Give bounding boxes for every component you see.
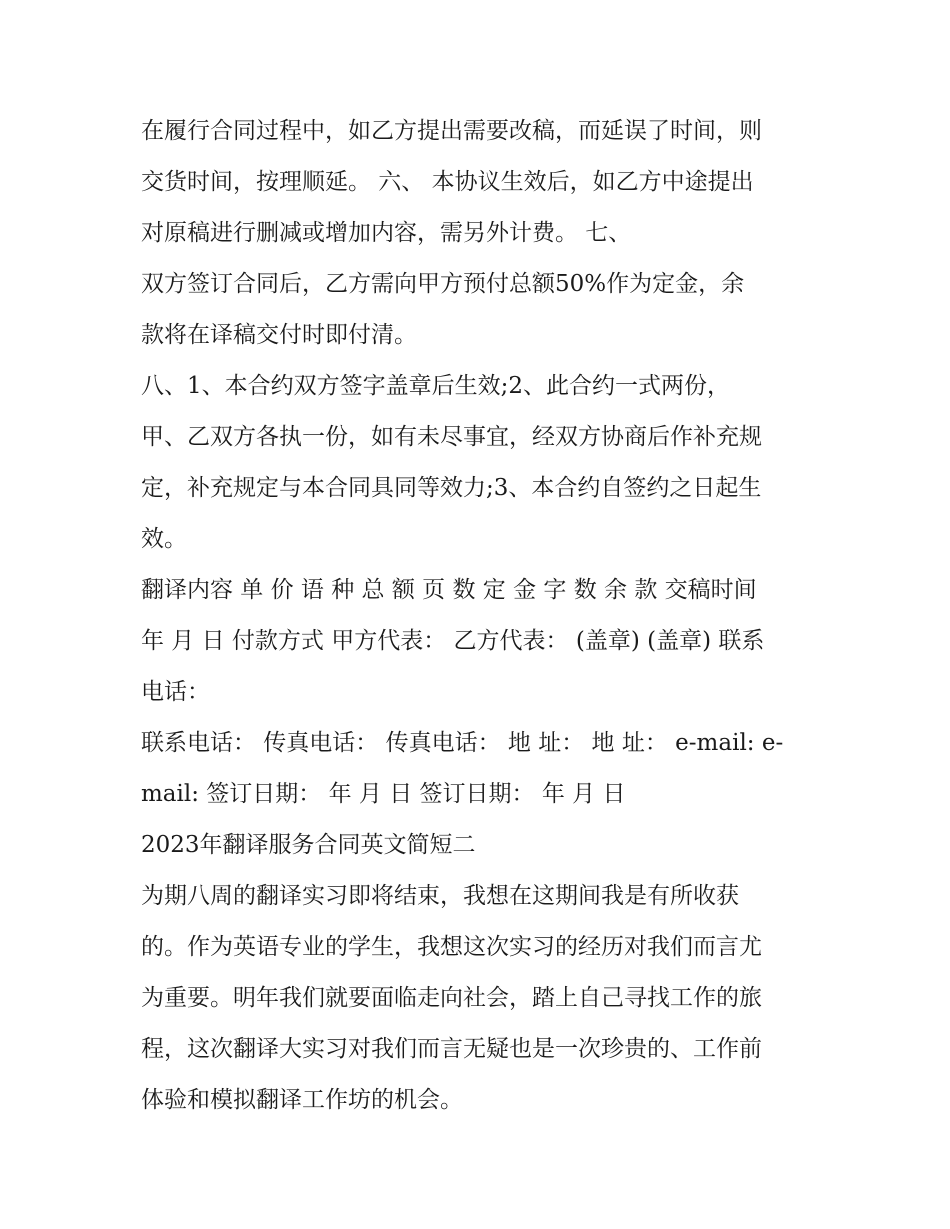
paragraph-line: 联系电话： 传真电话： 传真电话： 地 址： 地 址： e-mail: e-: [141, 730, 784, 756]
paragraph-line: 定，补充规定与本合同具同等效力;3、本合约自签约之日起生: [141, 475, 762, 501]
paragraph-line: 年 月 日 付款方式 甲方代表： 乙方代表： (盖章) (盖章) 联系: [141, 628, 765, 654]
paragraph-line: 翻译内容 单 价 语 种 总 额 页 数 定 金 字 数 余 款 交稿时间: [141, 577, 757, 603]
paragraph-line: 程，这次翻译大实习对我们而言无疑也是一次珍贵的、工作前: [141, 1036, 762, 1062]
section-heading: 2023年翻译服务合同英文简短二: [141, 832, 476, 858]
paragraph-line: 交货时间，按理顺延。 六、 本协议生效后，如乙方中途提出: [141, 169, 754, 195]
paragraph-line: mail: 签订日期： 年 月 日 签订日期： 年 月 日: [141, 781, 626, 807]
paragraph-line: 效。: [141, 526, 187, 552]
paragraph-line: 八、1、本合约双方签字盖章后生效;2、此合约一式两份，: [141, 373, 731, 399]
paragraph-line: 为期八周的翻译实习即将结束，我想在这期间我是有所收获: [141, 883, 739, 909]
paragraph-line: 为重要。明年我们就要面临走向社会，踏上自己寻找工作的旅: [141, 985, 762, 1011]
paragraph-line: 甲、乙双方各执一份，如有未尽事宜，经双方协商后作补充规: [141, 424, 762, 450]
paragraph-line: 在履行合同过程中，如乙方提出需要改稿，而延误了时间，则: [141, 118, 762, 144]
paragraph-line: 对原稿进行删减或增加内容，需另外计费。 七、: [141, 220, 632, 246]
paragraph-line: 款将在译稿交付时即付清。: [141, 322, 417, 348]
paragraph-line: 体验和模拟翻译工作坊的机会。: [141, 1087, 463, 1113]
document-body: [141, 106, 813, 1126]
paragraph-line: 电话：: [141, 679, 210, 705]
paragraph-line: 的。作为英语专业的学生，我想这次实习的经历对我们而言尤: [141, 934, 762, 960]
paragraph-line: 双方签订合同后，乙方需向甲方预付总额50%作为定金，余: [141, 271, 745, 297]
